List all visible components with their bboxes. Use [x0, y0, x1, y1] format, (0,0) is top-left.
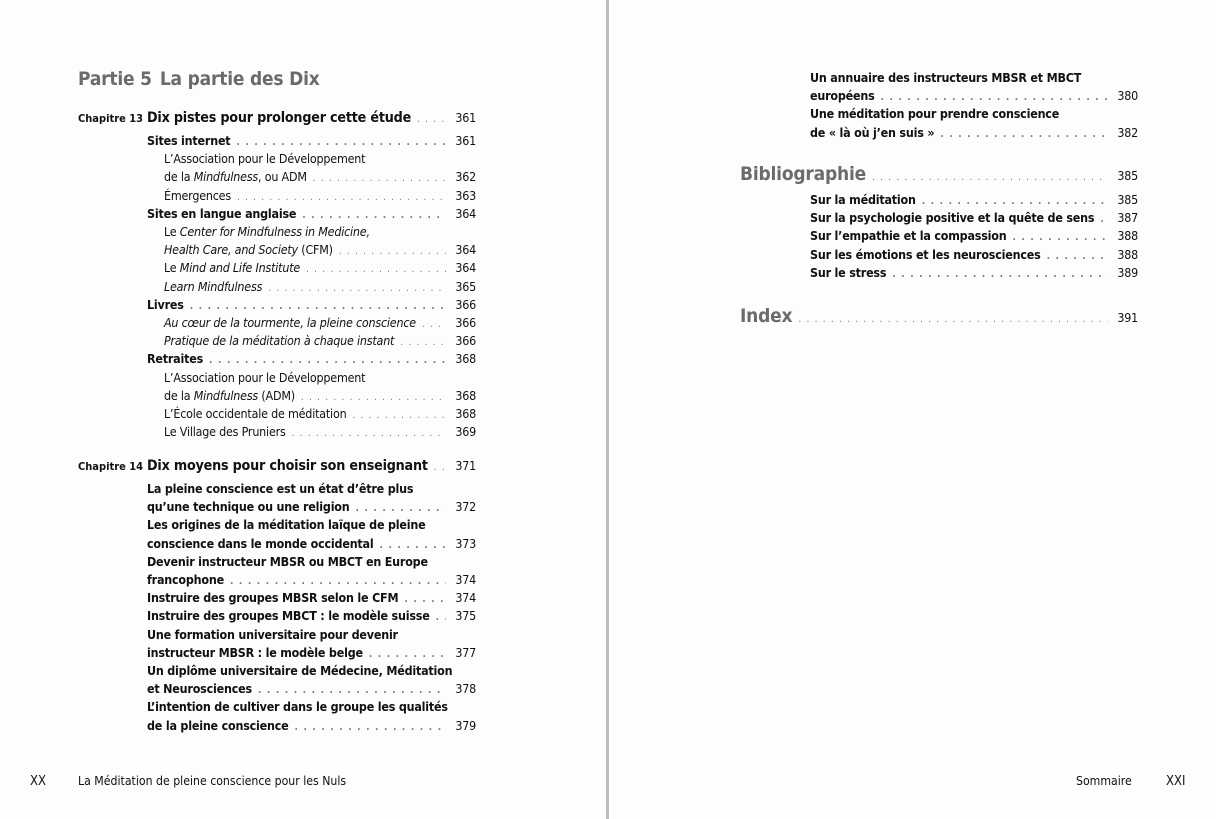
toc-entry [810, 124, 1138, 144]
page-number: 363 [455, 187, 476, 203]
toc-entry [164, 423, 476, 443]
bibliography-heading [740, 165, 1138, 187]
page-number: 368 [455, 406, 476, 421]
entry-italic-text: Mind and Life Institute [179, 260, 301, 276]
entry-text: Sur le stress [810, 264, 887, 280]
entry-text: L’intention de cultiver dans le groupe les qualités [147, 699, 448, 715]
dot-leader [872, 169, 1108, 187]
entry-italic-text: Learn Mindfulness [164, 278, 263, 294]
toc-entry [164, 332, 476, 352]
entry-text: Les origines de la méditation laïque de pleine [147, 517, 426, 533]
toc-entry [147, 607, 476, 627]
chapter-title-row [147, 109, 476, 129]
toc-entry [164, 387, 476, 407]
page-number: 364 [455, 260, 476, 276]
page-number: 371 [455, 458, 476, 473]
toc-entry [164, 369, 476, 387]
page-number: 379 [455, 717, 476, 733]
page-number: 366 [455, 333, 476, 349]
entry-italic-text: Mindfulness [193, 169, 259, 185]
entry-text: Émergences [164, 187, 231, 203]
entry-italic-text: Pratique de la méditation à chaque instant [164, 333, 395, 349]
entry-text: Sur l’empathie et la compassion [810, 228, 1007, 244]
entry-text: Un annuaire des instructeurs MBSR et MBCT [810, 70, 1082, 85]
toc-entry [164, 150, 476, 168]
dot-leader [417, 111, 446, 129]
entry-text [164, 278, 262, 296]
part-number: Partie 5 [78, 68, 152, 90]
page-number: 388 [1117, 228, 1138, 244]
toc-entry [147, 644, 476, 664]
entry-text: Retraites [147, 351, 204, 367]
entry-text: Bibliographie [740, 163, 867, 185]
chapter-label: Chapitre 14 [78, 460, 144, 473]
page-number: 365 [455, 278, 476, 294]
part-heading [78, 68, 320, 90]
dot-leader [292, 425, 446, 443]
toc-entry [164, 314, 476, 334]
toc-entry [147, 553, 476, 571]
entry-italic-text: Au cœur de la tourmente, la pleine conscience [164, 315, 416, 330]
page-number: 388 [1117, 246, 1138, 262]
toc-entry [147, 516, 476, 534]
toc-entry [147, 535, 476, 555]
entry-text: Le Village des Pruniers [164, 424, 286, 440]
entry-text: Sur les émotions et les neurosciences [810, 246, 1041, 262]
toc-entry [810, 69, 1138, 87]
toc-entry [164, 259, 476, 279]
entry-text: Instruire des groupes MBSR selon le CFM [147, 590, 399, 606]
toc-entry [147, 350, 476, 370]
entry-text: de la pleine conscience [147, 717, 289, 733]
toc-entry [147, 698, 476, 716]
entry-text: de « là où j’en suis » [810, 124, 935, 140]
entry-italic-text: Health Care, and Society [164, 242, 298, 258]
entry-text [164, 332, 394, 350]
toc-entry [810, 191, 1138, 211]
page-number: 374 [455, 572, 476, 587]
toc-entry [164, 278, 476, 298]
toc-entry [147, 296, 476, 316]
index-heading [740, 307, 1138, 329]
footer-section: Sommaire [1076, 774, 1132, 788]
entry-text: Un diplôme universitaire de Médecine, Méditation [147, 663, 453, 678]
entry-text: Une méditation pour prendre conscience [810, 106, 1060, 122]
dot-leader [295, 719, 446, 737]
page-number: 382 [1117, 124, 1138, 140]
page-number: 389 [1117, 264, 1138, 280]
entry-text: Instruire des groupes MBCT : le modèle suisse [147, 608, 430, 624]
entry-text: conscience dans le monde occidental [147, 535, 374, 551]
chapter-label: Chapitre 13 [78, 112, 144, 125]
entry-italic-text: Mindfulness [193, 387, 259, 403]
footer-book-title: La Méditation de pleine conscience pour les Nuls [78, 774, 347, 788]
entry-text [164, 314, 416, 332]
page-number: 385 [1117, 192, 1138, 207]
toc-entry [810, 264, 1138, 284]
entry-text: Sites internet [147, 133, 231, 148]
dot-leader [892, 266, 1108, 284]
page-number: 375 [455, 608, 476, 624]
page-number: 372 [455, 499, 476, 515]
page-number: 387 [1117, 210, 1138, 226]
toc-entry [147, 680, 476, 700]
page-number: 366 [455, 296, 476, 312]
entry-text: Devenir instructeur MBSR ou MBCT en Europe [147, 553, 428, 569]
dot-leader [798, 311, 1108, 329]
chapter-title-row [147, 457, 476, 477]
page-number: 380 [1117, 88, 1138, 104]
toc-entry [147, 480, 476, 498]
toc-entry [147, 571, 476, 591]
entry-text: instructeur MBSR : le modèle belge [147, 644, 363, 660]
dot-leader [434, 459, 446, 477]
entry-text: Sites en langue anglaise [147, 205, 297, 221]
toc-entry [147, 132, 476, 152]
page-number: 377 [455, 644, 476, 660]
toc-entry [147, 662, 476, 680]
entry-text: L’Association pour le Développement [164, 369, 366, 385]
entry-text: L’École occidentale de méditation [164, 406, 347, 421]
footer-page-number-right: XXI [1166, 774, 1186, 789]
toc-entry [147, 205, 476, 225]
right-page [609, 0, 1216, 819]
entry-text: européens [810, 88, 875, 104]
page-number: 361 [455, 110, 476, 125]
toc-entry [164, 405, 476, 425]
entry-text: Le Center for Mindfulness in Medicine, [164, 224, 370, 239]
entry-italic-text: Center for Mindfulness in Medicine, [179, 224, 370, 239]
footer-page-number-left: XX [30, 774, 47, 789]
entry-text: Dix pistes pour prolonger cette étude [147, 110, 412, 126]
left-page [0, 0, 607, 819]
entry-text: qu’une technique ou une religion [147, 499, 350, 515]
entry-text: Le Mind and Life Institute [164, 260, 301, 276]
entry-text: L’Association pour le Développement [164, 151, 366, 167]
entry-text: Dix moyens pour choisir son enseignant [147, 458, 428, 474]
entry-text: La pleine conscience est un état d’être plus [147, 481, 414, 496]
toc-entry [810, 87, 1138, 107]
part-title: La partie des Dix [159, 68, 320, 90]
entry-text: Sur la psychologie positive et la quête de sens [810, 210, 1095, 226]
toc-entry [147, 717, 476, 737]
page-number: 385 [1117, 168, 1138, 183]
toc-entry [164, 187, 476, 207]
entry-text: Livres [147, 296, 184, 312]
toc-entry [164, 168, 476, 188]
page-number: 391 [1117, 310, 1138, 325]
toc-entry [147, 589, 476, 609]
toc-entry [164, 223, 476, 241]
entry-text: Index [740, 305, 793, 327]
entry-text: Une formation universitaire pour devenir [147, 626, 398, 642]
page-number: 364 [455, 242, 476, 258]
page-number: 361 [455, 133, 476, 148]
page-number: 362 [455, 169, 476, 185]
page-number: 366 [455, 315, 476, 330]
page-number: 368 [455, 387, 476, 403]
page-number: 378 [455, 681, 476, 697]
entry-text: de la Mindfulness, ou ADM [164, 169, 307, 185]
toc-entry [810, 227, 1138, 247]
toc-entry [147, 498, 476, 518]
page-number: 374 [455, 590, 476, 606]
toc-entry [164, 241, 476, 261]
page-number: 373 [455, 535, 476, 551]
page-number: 369 [455, 424, 476, 440]
entry-text: de la Mindfulness (ADM) [164, 387, 295, 403]
toc-entry [810, 105, 1138, 123]
entry-text: Health Care, and Society (CFM) [164, 242, 333, 258]
toc-entry [810, 209, 1138, 229]
page-number: 368 [455, 351, 476, 367]
entry-text: Sur la méditation [810, 192, 916, 207]
entry-text: francophone [147, 572, 224, 587]
page-number: 364 [455, 205, 476, 221]
toc-entry [810, 246, 1138, 266]
toc-entry [147, 626, 476, 644]
entry-text: et Neurosciences [147, 681, 252, 697]
dot-leader [940, 126, 1108, 144]
